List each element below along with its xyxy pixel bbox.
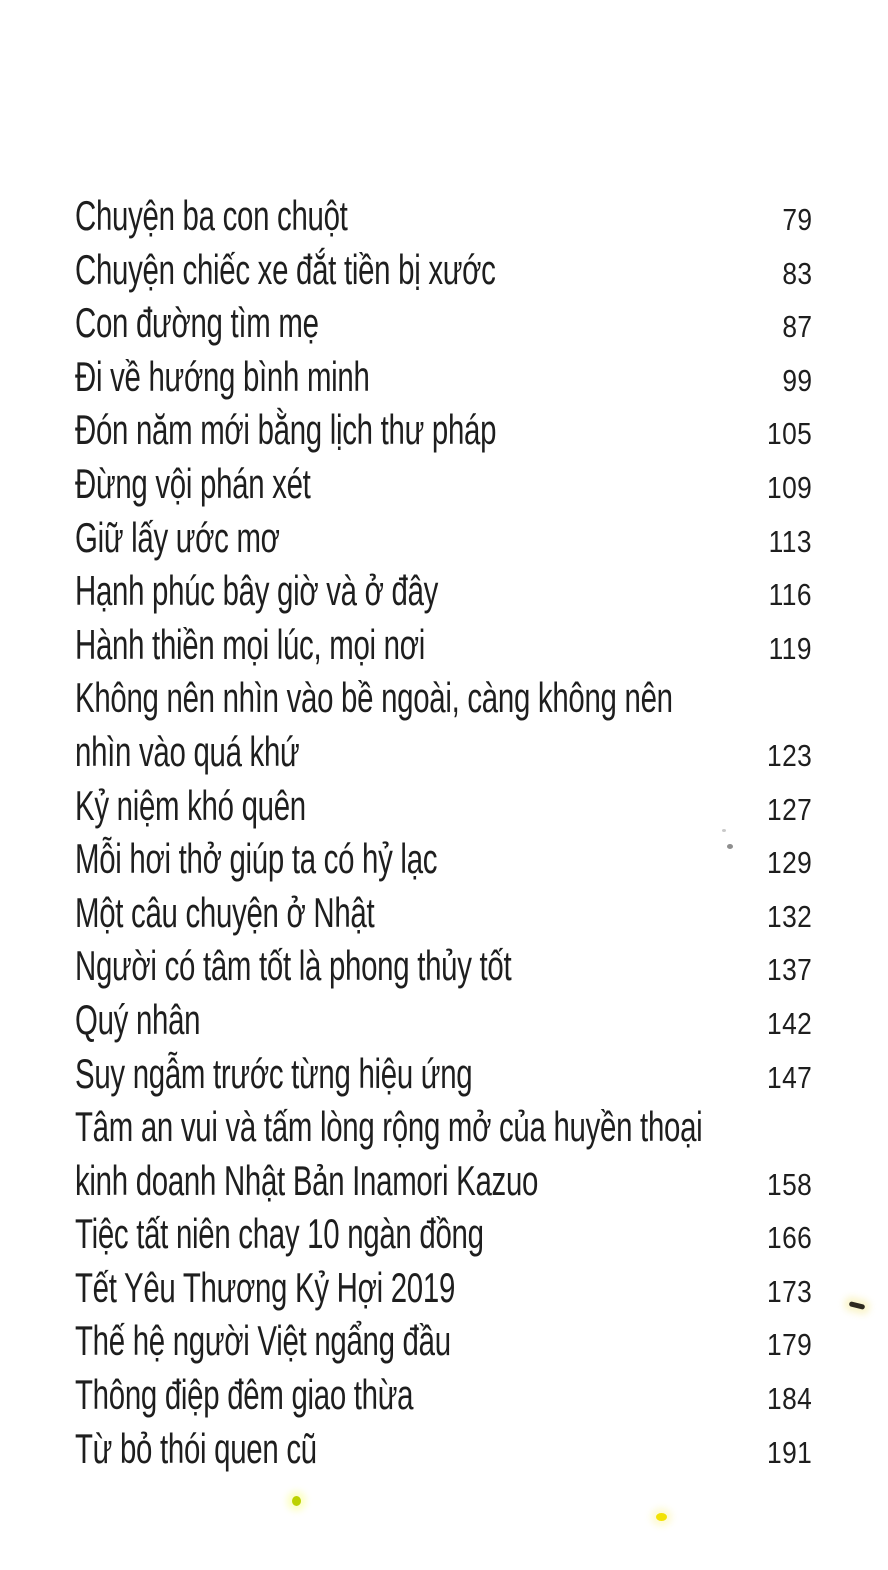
toc-row [75,1207,812,1261]
toc-row [75,939,812,993]
toc-row [75,350,812,404]
entry-page-number: 184 [766,1381,812,1417]
entry-page-number: 113 [768,523,812,559]
entry-page-number: 166 [766,1220,812,1256]
toc-row [75,1047,812,1101]
highlighter-speck-yellow [656,1513,667,1521]
entry-title: Tiệc tất niên chay 10 ngàn đồng [75,1210,484,1258]
entry-page-number: 119 [768,630,812,666]
entry-page-number: 137 [766,952,812,988]
toc-row [75,457,812,511]
toc-row [75,725,812,779]
entry-page-number: 142 [766,1005,812,1041]
entry-page-number: 191 [766,1434,812,1470]
entry-page-number: 179 [766,1327,812,1363]
entry-page-number: 127 [766,791,812,827]
toc-row [75,993,812,1047]
entry-page-number: 105 [766,416,812,452]
toc-row [75,618,812,672]
pen-tick-dark [849,1301,866,1310]
entry-page-number: 147 [766,1059,812,1095]
toc-row [75,779,812,833]
entry-title: Giữ lấy ước mơ [75,513,280,561]
toc-row [75,243,812,297]
toc-row [75,1314,812,1368]
entry-title: Chuyện chiếc xe đắt tiền bị xước [75,245,496,293]
toc-row [75,832,812,886]
entry-title: Người có tâm tốt là phong thủy tốt [75,942,512,990]
entry-page-number: 109 [766,469,812,505]
entry-title: Tâm an vui và tấm lòng rộng mở của huyền thoại [75,1103,703,1151]
entry-title: Đón năm mới bằng lịch thư pháp [75,406,497,454]
entry-title: Thế hệ người Việt ngẩng đầu [75,1317,451,1365]
toc-row [75,189,812,243]
entry-title: Đừng vội phán xét [75,459,311,507]
toc-row [75,1261,812,1315]
entry-title: Từ bỏ thói quen cũ [75,1424,317,1472]
entry-title: Một câu chuyện ở Nhật [75,888,375,936]
entry-title: Hạnh phúc bây giờ và ở đây [75,567,439,615]
toc-row [75,1100,812,1154]
entry-title: Con đường tìm mẹ [75,299,319,347]
toc-row [75,564,812,618]
toc-row [75,886,812,940]
entry-page-number: 132 [766,898,812,934]
entry-page-number: 87 [781,309,812,345]
toc-row [75,1154,812,1208]
entry-page-number: 99 [781,362,812,398]
entry-page-number: 158 [766,1166,812,1202]
entry-title: Thông điệp đêm giao thừa [75,1371,414,1419]
toc-list [75,189,812,1475]
toc-row [75,1422,812,1476]
toc-row [75,403,812,457]
entry-page-number: 116 [768,577,812,613]
entry-page-number: 83 [781,255,812,291]
toc-row [75,671,812,725]
entry-title: Tết Yêu Thương Kỷ Hợi 2019 [75,1263,456,1311]
entry-page-number: 173 [766,1273,812,1309]
entry-title: Đi về hướng bình minh [75,352,370,400]
entry-title: Không nên nhìn vào bề ngoài, càng không nên [75,674,673,722]
entry-title: Kỷ niệm khó quên [75,781,306,829]
entry-page-number: 129 [766,845,812,881]
entry-page-number: 123 [766,737,812,773]
entry-title: Quý nhân [75,995,201,1043]
entry-title: Mỗi hơi thở giúp ta có hỷ lạc [75,835,438,883]
entry-title: nhìn vào quá khứ [75,727,300,775]
ink-speck-gray [727,844,733,849]
ink-speck-gray-faint [722,829,726,832]
toc-row [75,1368,812,1422]
entry-title: Suy ngẫm trước từng hiệu ứng [75,1049,473,1097]
entry-title: Hành thiền mọi lúc, mọi nơi [75,620,425,668]
entry-title: Chuyện ba con chuột [75,192,348,239]
toc-row [75,511,812,565]
toc-row [75,296,812,350]
highlighter-speck-green [292,1496,301,1506]
entry-title: kinh doanh Nhật Bản Inamori Kazuo [75,1156,539,1204]
entry-page-number: 79 [781,202,812,237]
